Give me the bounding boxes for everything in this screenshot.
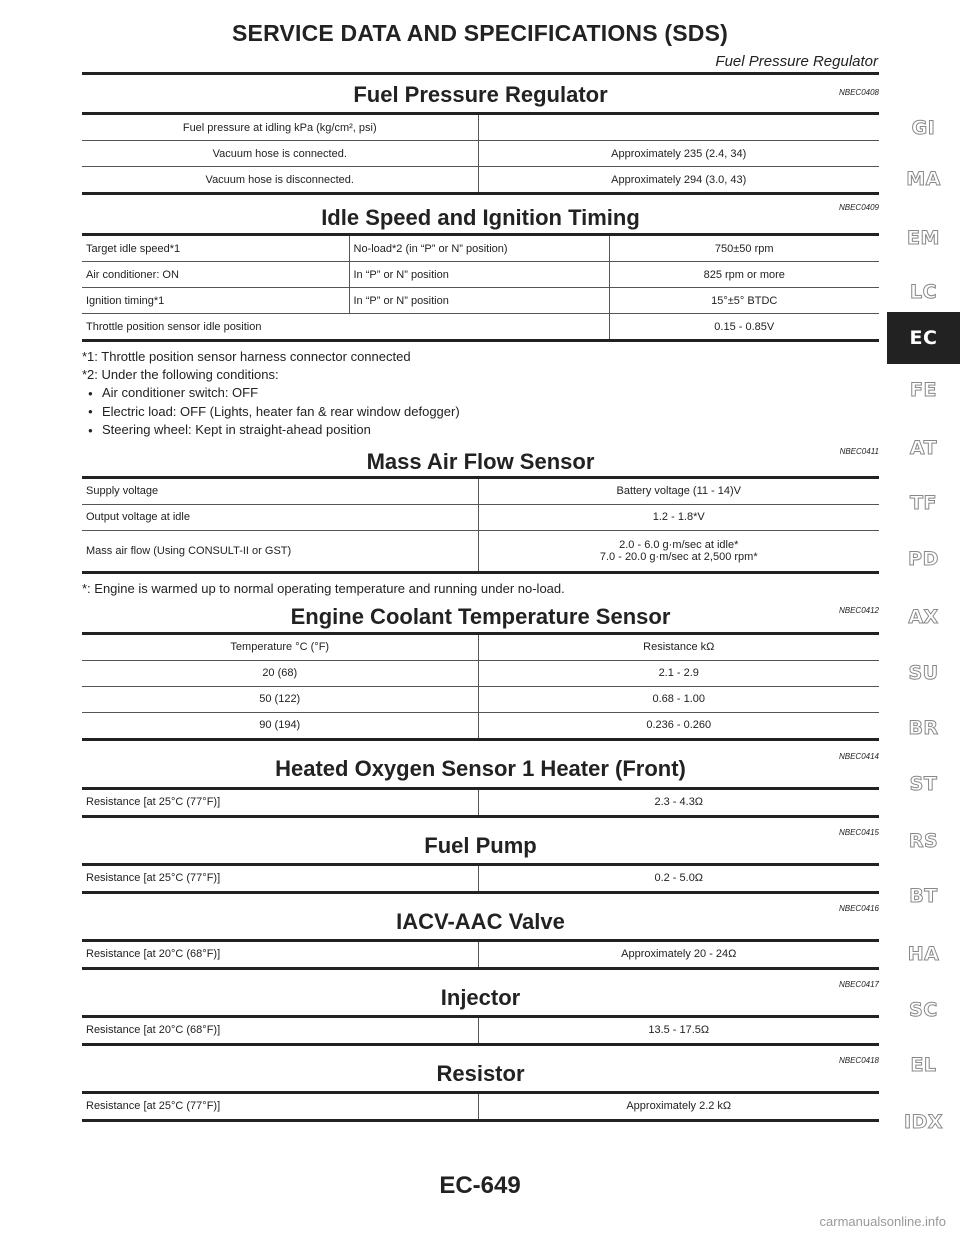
tab-lc[interactable]: LC	[909, 281, 938, 303]
tab-ax[interactable]: AX	[908, 606, 939, 628]
table-cell: Throttle position sensor idle position	[82, 314, 609, 341]
tab-ha[interactable]: HA	[907, 943, 940, 965]
section-code: NBEC0416	[838, 903, 879, 913]
tab-idx[interactable]: IDX	[904, 1111, 943, 1133]
idle-speed-table	[82, 233, 879, 342]
page-header-title: SERVICE DATA AND SPECIFICATIONS (SDS)	[232, 20, 728, 46]
table-cell: 90 (194)	[82, 712, 478, 739]
maf-table	[82, 476, 879, 574]
table-cell: Approximately 20 - 24Ω	[621, 948, 737, 961]
table-cell: 2.3 - 4.3Ω	[654, 796, 704, 809]
table-cell: 0.15 - 0.85V	[714, 320, 775, 333]
table-row	[82, 686, 879, 712]
table-cell: Resistance [at 20°C (68°F)]	[82, 1016, 478, 1044]
table-cell: Temperature °C (°F)	[82, 633, 478, 660]
table-row	[82, 114, 879, 141]
section-title: Mass Air Flow Sensor	[366, 448, 595, 474]
tab-ma[interactable]: MA	[906, 168, 941, 190]
section-code: NBEC0409	[838, 203, 879, 212]
table-row	[82, 633, 879, 660]
tab-pd[interactable]: PD	[908, 548, 939, 570]
table-row	[82, 167, 879, 194]
section-heading-ho2s-heater	[82, 741, 879, 787]
section-heading-maf	[82, 440, 879, 476]
section-code: NBEC0412	[838, 605, 879, 615]
page-header-subtitle: Fuel Pressure Regulator	[715, 53, 878, 70]
note-text: *2: Under the following conditions:	[82, 367, 279, 382]
tab-st[interactable]: ST	[909, 773, 938, 795]
section-title: IACV-AAC Valve	[396, 908, 565, 934]
ect-table	[82, 632, 879, 741]
table-cell: Vacuum hose is disconnected.	[82, 167, 478, 194]
table-row	[82, 530, 879, 572]
page-number: EC-649	[439, 1172, 521, 1199]
tab-rs[interactable]: RS	[908, 830, 939, 852]
section-title: Heated Oxygen Sensor 1 Heater (Front)	[275, 755, 686, 781]
tab-br[interactable]: BR	[908, 717, 939, 739]
tab-el[interactable]: EL	[910, 1054, 937, 1076]
tab-gi[interactable]: GI	[911, 117, 936, 139]
section-title: Resistor	[436, 1060, 525, 1086]
table-cell: Resistance [at 20°C (68°F)]	[82, 940, 478, 968]
tab-ec[interactable]: EC	[887, 312, 960, 364]
table-cell: 50 (122)	[82, 686, 478, 712]
table-cell: 825 rpm or more	[609, 262, 879, 288]
section-title: Fuel Pump	[424, 832, 537, 858]
note-bullet: ● Steering wheel: Kept in straight-ahead position	[82, 421, 879, 440]
section-code: NBEC0408	[838, 88, 879, 97]
table-row	[82, 660, 879, 686]
table-cell: 0.236 - 0.260	[646, 719, 712, 732]
tab-fe[interactable]: FE	[910, 379, 937, 401]
table-row	[82, 288, 879, 314]
section-code: NBEC0415	[838, 827, 879, 837]
section-heading-idle-speed	[82, 195, 879, 233]
table-cell: Output voltage at idle	[82, 504, 478, 530]
maf-note: *: Engine is warmed up to normal operating temperature and running under no-load.	[82, 580, 565, 596]
watermark-text: carmanualsonline.info	[819, 1214, 946, 1229]
table-row	[82, 141, 879, 167]
section-heading-fuel-pump	[82, 818, 879, 863]
table-row	[82, 504, 879, 530]
section-title: Idle Speed and Ignition Timing	[321, 205, 640, 230]
table-row	[82, 314, 879, 341]
table-cell: Resistance [at 25°C (77°F)]	[82, 864, 478, 892]
section-heading-fuel-pressure-regulator	[82, 78, 879, 112]
table-cell: Mass air flow (Using CONSULT-II or GST)	[82, 530, 478, 572]
main-content	[82, 78, 879, 1122]
table-cell: 1.2 - 1.8*V	[478, 504, 879, 530]
table-cell: Resistance kΩ	[478, 633, 879, 660]
tab-tf[interactable]: TF	[910, 492, 937, 514]
table-cell: Ignition timing*1	[82, 288, 349, 314]
note-bullet: ● Electric load: OFF (Lights, heater fan & rear window defogger)	[82, 403, 879, 422]
table-cell: 20 (68)	[82, 660, 478, 686]
section-code: NBEC0414	[838, 751, 879, 761]
table-cell: No-load*2 (in “P” or N” position)	[349, 235, 609, 262]
table-row	[82, 712, 879, 739]
table-cell: Air conditioner: ON	[82, 262, 349, 288]
table-cell	[478, 114, 879, 141]
table-cell: Approximately 235 (2.4, 34)	[478, 141, 879, 167]
table-cell: 2.1 - 2.9	[478, 660, 879, 686]
cell-line: 7.0 - 20.0 g·m/sec at 2,500 rpm*	[599, 550, 758, 563]
fuel-pressure-regulator-table	[82, 112, 879, 195]
section-code: NBEC0417	[838, 979, 879, 989]
table-cell: Fuel pressure at idling kPa (kg/cm², psi)	[82, 114, 478, 141]
table-cell: Approximately 294 (3.0, 43)	[611, 173, 747, 186]
table-cell: Approximately 2.2 kΩ	[626, 1100, 732, 1113]
table-row	[82, 262, 879, 288]
table-cell: 13.5 - 17.5Ω	[648, 1024, 710, 1037]
section-heading-injector	[82, 970, 879, 1015]
section-title: Engine Coolant Temperature Sensor	[290, 603, 671, 629]
table-cell: In “P” or N” position	[349, 288, 609, 314]
tab-em[interactable]: EM	[907, 227, 940, 249]
section-heading-resistor	[82, 1046, 879, 1091]
header-divider	[82, 72, 879, 75]
table-cell: 15°±5° BTDC	[609, 288, 879, 314]
table-cell: Target idle speed*1	[82, 235, 349, 262]
table-cell: 0.2 - 5.0Ω	[654, 872, 704, 885]
table-cell	[478, 530, 879, 572]
tab-su[interactable]: SU	[908, 662, 939, 684]
section-title: Fuel Pressure Regulator	[353, 82, 608, 107]
table-cell: Battery voltage (11 - 14)V	[478, 477, 879, 504]
tab-at[interactable]: AT	[909, 437, 938, 459]
section-title: Injector	[440, 984, 521, 1010]
table-cell: 0.68 - 1.00	[478, 686, 879, 712]
table-cell: 750±50 rpm	[609, 235, 879, 262]
section-heading-ect	[82, 598, 879, 632]
table-cell: Resistance [at 25°C (77°F)]	[82, 1092, 478, 1120]
note-bullet: ● Air conditioner switch: OFF	[82, 384, 879, 403]
table-cell: Supply voltage	[82, 477, 478, 504]
section-code: NBEC0418	[838, 1055, 879, 1065]
table-cell: Resistance [at 25°C (77°F)]	[82, 788, 478, 816]
section-heading-iacv-aac-valve	[82, 894, 879, 939]
table-cell: In “P” or N” position	[349, 262, 609, 288]
table-cell: Vacuum hose is connected.	[82, 141, 478, 167]
idle-notes	[82, 348, 879, 440]
note-text: *1: Throttle position sensor harness connector connected	[82, 349, 411, 364]
cell-line: 2.0 - 6.0 g·m/sec at idle*	[619, 538, 739, 551]
tab-bt[interactable]: BT	[909, 885, 938, 907]
tab-sc[interactable]: SC	[909, 999, 938, 1021]
section-code: NBEC0411	[839, 446, 879, 456]
